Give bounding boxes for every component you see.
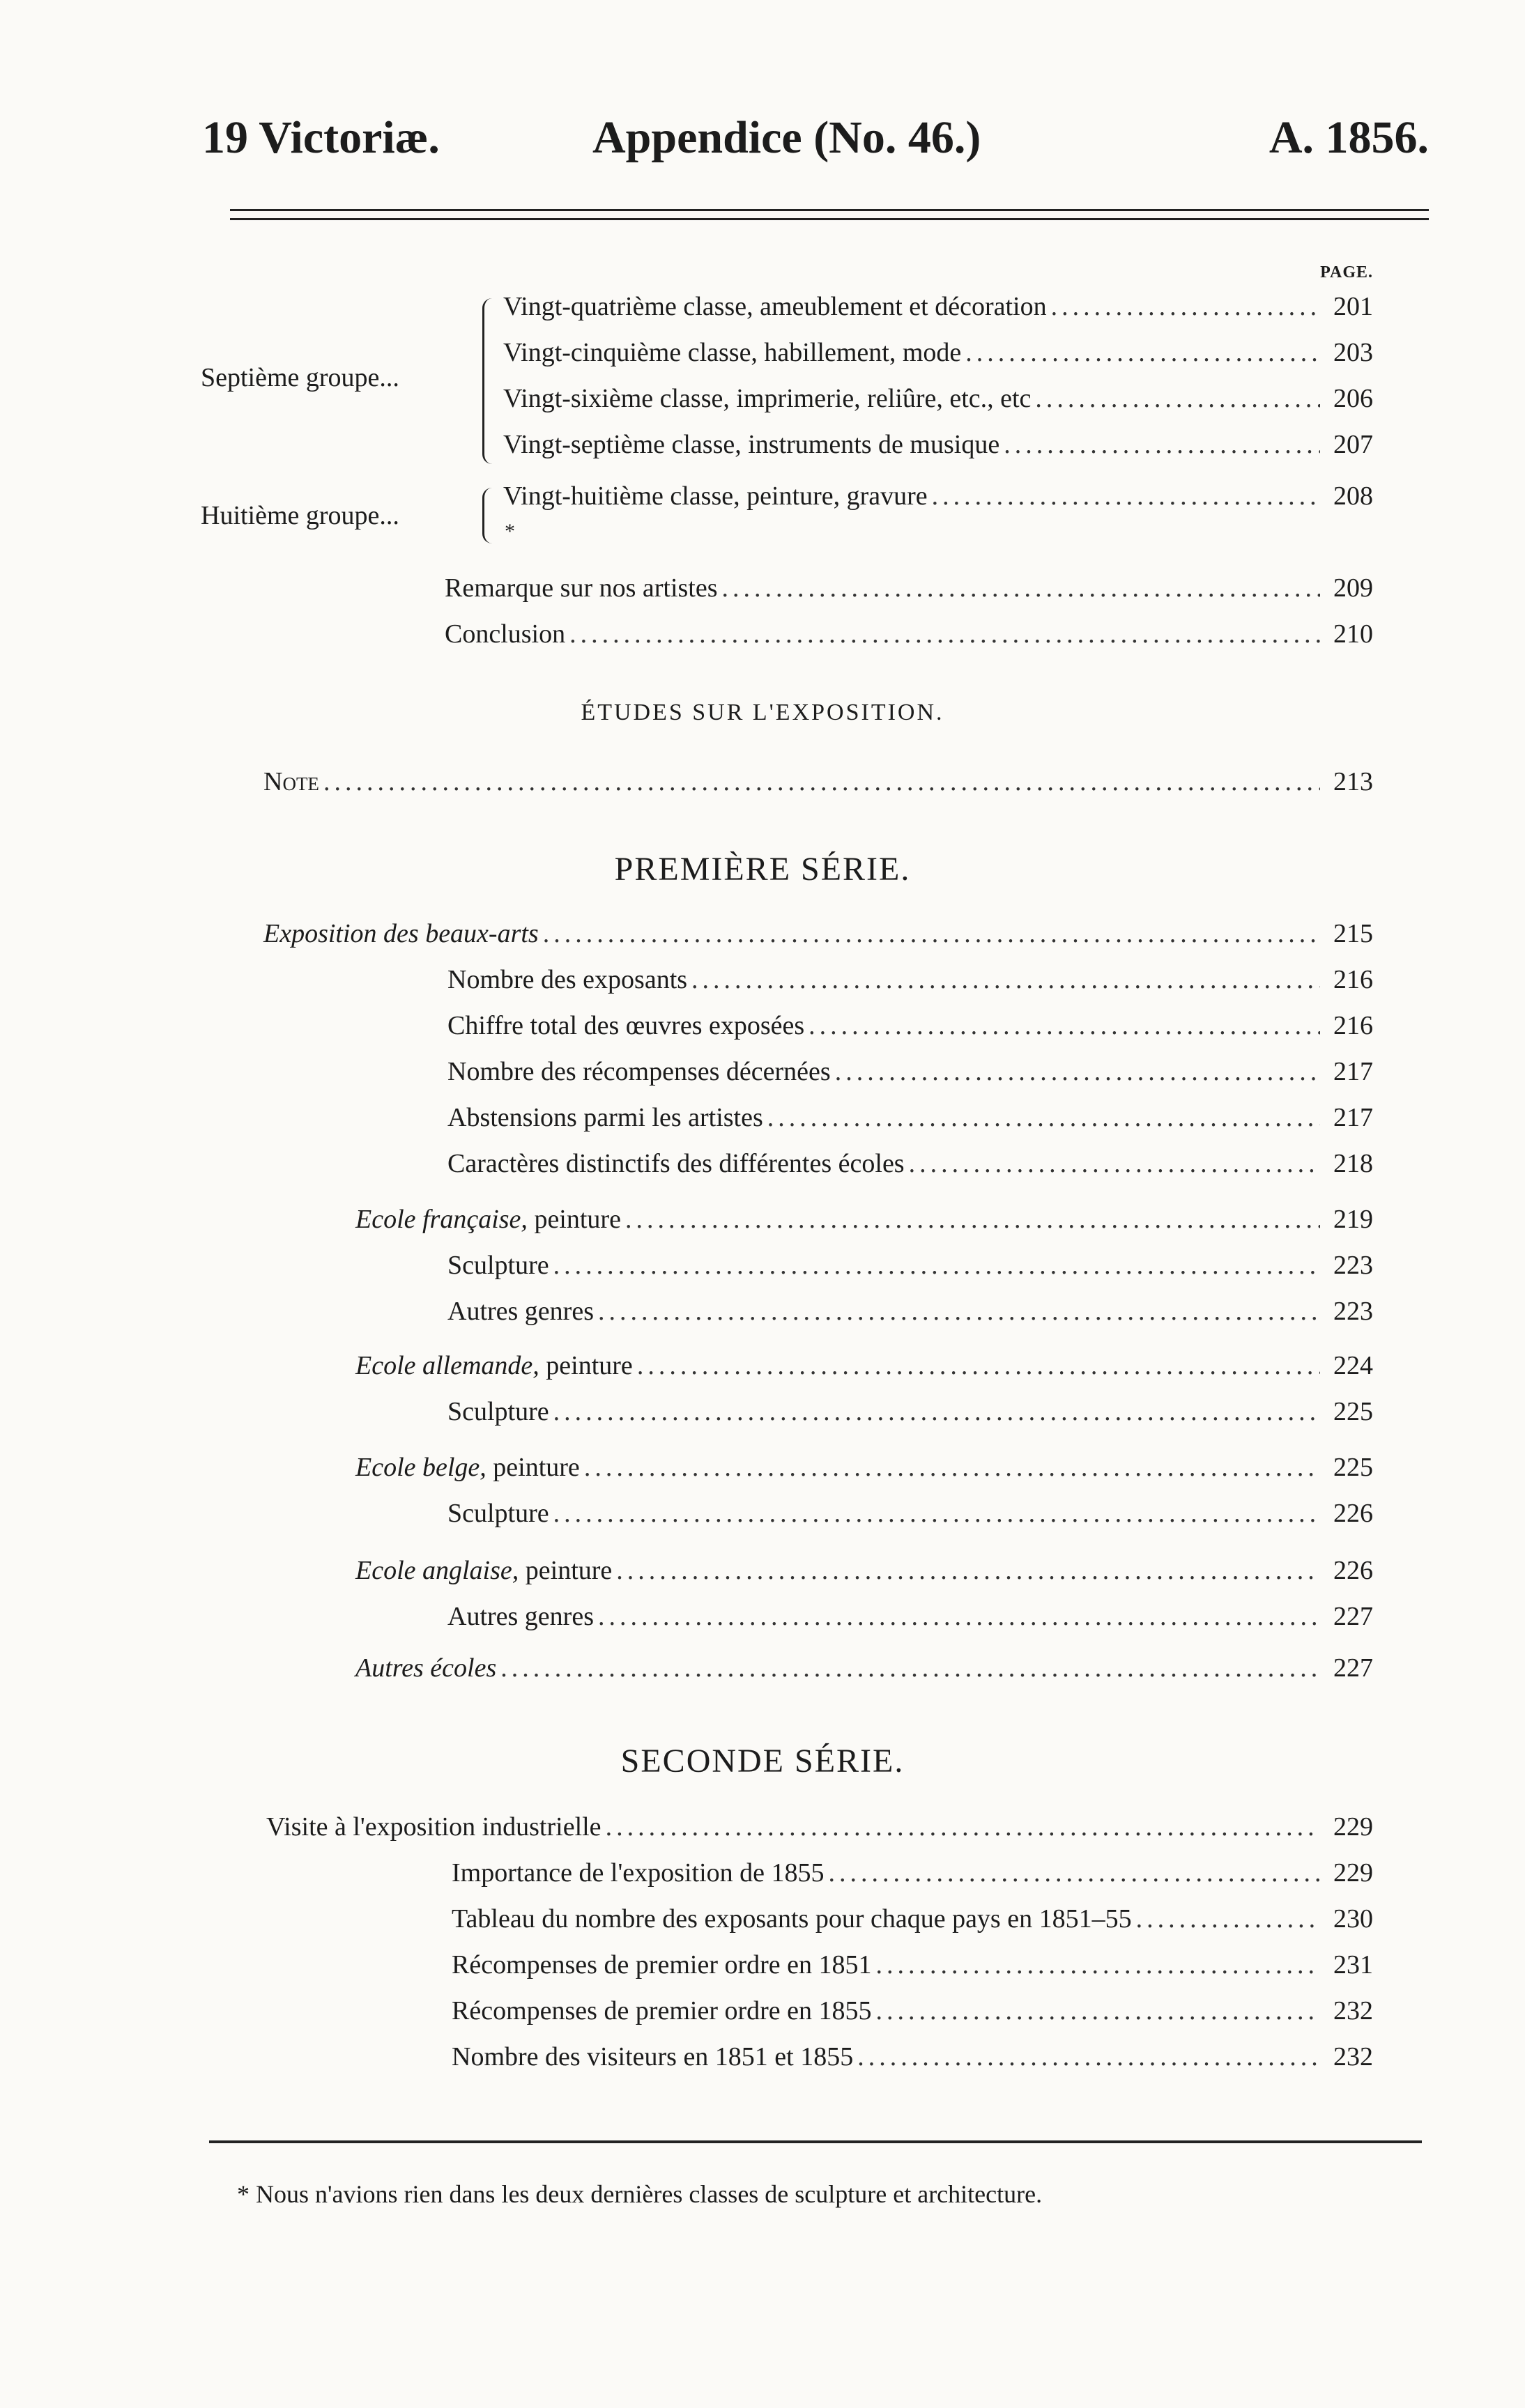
toc-entry: Nombre des exposants ..... 216: [447, 964, 1373, 999]
toc-entry: Conclusion ..... 210: [445, 619, 1373, 654]
toc-entry: Nombre des récompenses décernées ..... 217: [447, 1056, 1373, 1091]
toc-entry: Visite à l'exposition industrielle ..... 229: [266, 1812, 1373, 1846]
toc-entry: Récompenses de premier ordre en 1855 ..... 232: [452, 1996, 1373, 2030]
toc-entry: Autres genres ..... 227: [447, 1601, 1373, 1636]
toc-entry-note: Note ..... 213: [263, 766, 1373, 801]
toc-entry: Vingt-septième classe, instruments de musique ..... 207: [503, 429, 1373, 464]
brace-septieme: [482, 298, 494, 464]
section-seconde-title: SECONDE SÉRIE.: [620, 1743, 905, 1780]
header-left: 19 Victoriæ.: [202, 112, 440, 163]
toc-entry: Vingt-quatrième classe, ameublement et décoration ..... 201: [503, 291, 1373, 326]
toc-entry: Vingt-sixième classe, imprimerie, reliûre, etc., etc ..... 206: [503, 383, 1373, 418]
toc-entry: Sculpture ..... 223: [447, 1250, 1373, 1285]
section-etudes-title: ÉTUDES SUR L'EXPOSITION.: [581, 700, 944, 725]
toc-entry: Ecole allemande, peinture ..... 224: [355, 1350, 1373, 1385]
group-label-septieme: Septième groupe...: [201, 363, 399, 392]
header-center: Appendice (No. 46.): [592, 112, 981, 163]
toc-entry: Vingt-cinquième classe, habillement, mode ..... 203: [503, 337, 1373, 372]
header-right: A. 1856.: [1269, 112, 1429, 163]
toc-entry: Récompenses de premier ordre en 1851 ..... 231: [452, 1950, 1373, 1984]
page-header: [202, 111, 1429, 181]
toc-entry: Sculpture ..... 225: [447, 1396, 1373, 1431]
footnote-rule: [209, 2140, 1422, 2143]
toc-entry: Autres genres ..... 223: [447, 1296, 1373, 1331]
toc-entry: Ecole belge, peinture ..... 225: [355, 1452, 1373, 1487]
toc-entry: Importance de l'exposition de 1855 ..... 229: [452, 1858, 1373, 1892]
toc-entry: Nombre des visiteurs en 1851 et 1855 ..... 232: [452, 2042, 1373, 2076]
toc-entry: Sculpture ..... 226: [447, 1498, 1373, 1533]
toc-entry: Tableau du nombre des exposants pour chaque pays en 1851–55 ..... 230: [452, 1904, 1373, 1938]
toc-entry: Ecole anglaise, peinture ..... 226: [355, 1555, 1373, 1590]
section-premiere-title: PREMIÈRE SÉRIE.: [614, 851, 911, 888]
brace-huitieme: [482, 488, 494, 543]
toc-entry: Caractères distinctifs des différentes écoles ..... 218: [447, 1148, 1373, 1183]
toc-entry: Ecole française, peinture ..... 219: [355, 1204, 1373, 1239]
toc-entry: Vingt-huitième classe, peinture, gravure ..... 208: [503, 481, 1373, 516]
toc-entry: Remarque sur nos artistes ..... 209: [445, 573, 1373, 608]
toc-entry: Exposition des beaux-arts ..... 215: [263, 918, 1373, 953]
asterisk-marker: *: [505, 520, 515, 543]
toc-entry: Abstensions parmi les artistes ..... 217: [447, 1102, 1373, 1137]
toc-entry: Chiffre total des œuvres exposées ..... 216: [447, 1010, 1373, 1045]
page-column-label: PAGE.: [1320, 263, 1373, 281]
group-label-huitieme: Huitième groupe...: [201, 501, 399, 530]
footnote: * Nous n'avions rien dans les deux dernières classes de sculpture et architecture.: [237, 2180, 1043, 2208]
toc-entry: Autres écoles ..... 227: [355, 1653, 1373, 1688]
header-rule: [230, 209, 1429, 220]
